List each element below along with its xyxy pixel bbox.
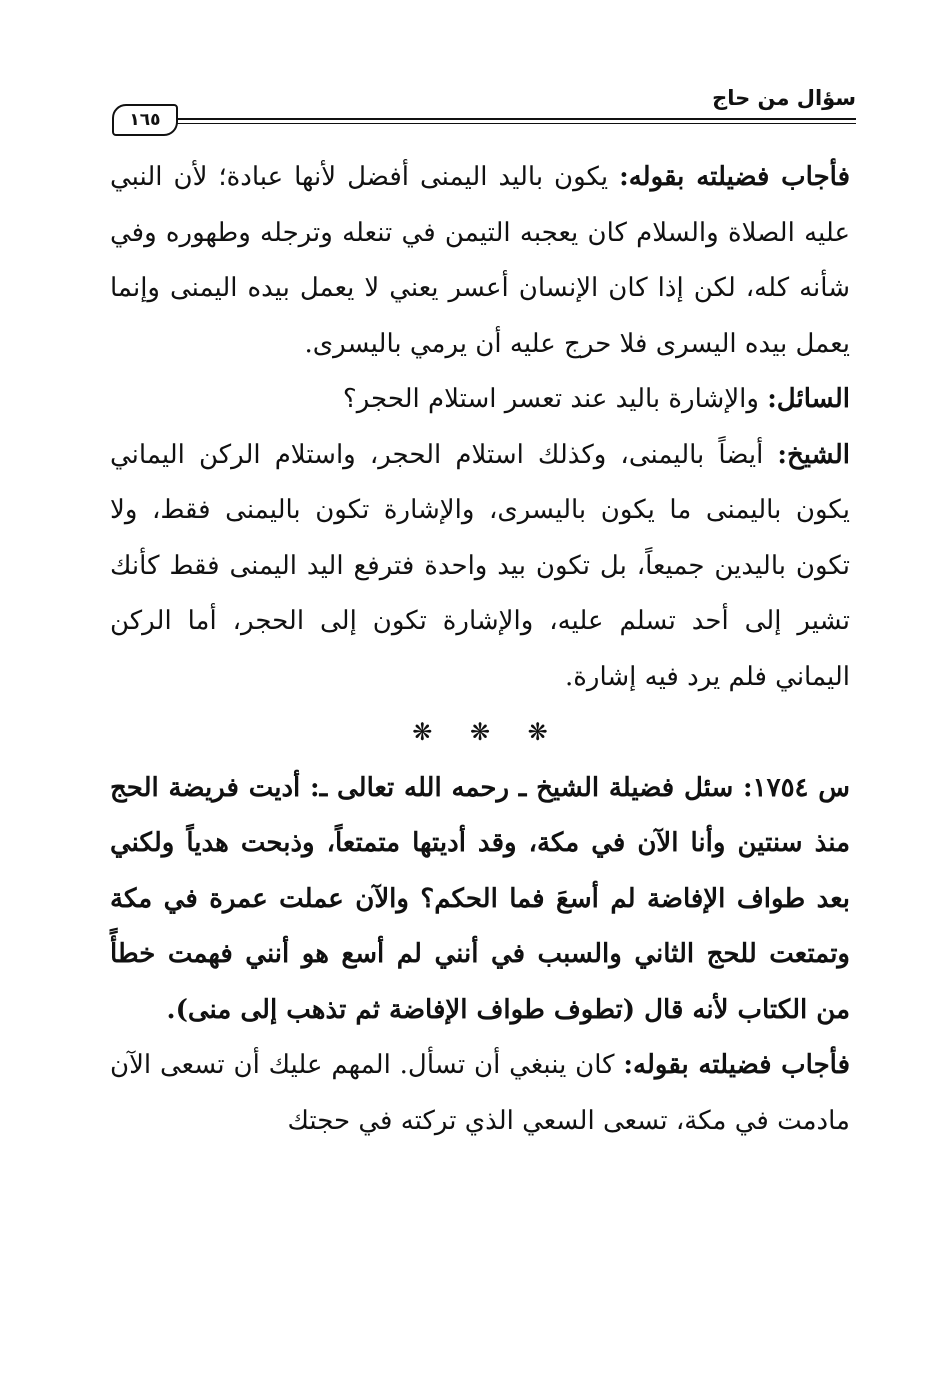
paragraph-text: أيضاً باليمنى، وكذلك استلام الحجر، واستلام الركن اليماني يكون باليمنى ما يكون باليسرى، والإشارة تكون باليمنى فقط، ولا تكون باليدين جميعاً، بل تكون بيد واحدة فترفع اليد اليمنى فقط كأنك تشير إلى أحد تسلم عليه، والإشارة تكون إلى الحجر، أما الركن اليماني فلم يرد فيه إشارة. (110, 439, 850, 692)
question-number: س ١٧٥٤: (743, 772, 850, 803)
header-rule (160, 118, 856, 120)
questioner-paragraph (110, 372, 850, 428)
answer-paragraph (110, 150, 850, 372)
answer-paragraph-2 (110, 1038, 850, 1149)
speaker-label: فأجاب فضيلته بقوله: (623, 1050, 850, 1080)
paragraph-text: يكون باليد اليمنى أفضل لأنها عبادة؛ لأن النبي عليه الصلاة والسلام كان يعجبه التيمن في تنعله وترجله وطهوره وفي شأنه كله، لكن إذا كان الإنسان أعسر يعني لا يعمل بيده اليمنى وإنما يعمل بيده اليسرى فلا حرج عليه أن يرمي باليسرى. (110, 162, 850, 359)
header-rule-thin (160, 123, 856, 124)
running-title: سؤال من حاج (712, 86, 856, 110)
speaker-label: فأجاب فضيلته بقوله: (619, 162, 850, 192)
section-separator: ❋ ❋ ❋ (412, 718, 548, 746)
page-header (112, 78, 856, 130)
page-number: ١٦٥ (112, 104, 178, 136)
paragraph-text: كان ينبغي أن تسأل. المهم عليك أن تسعى الآن مادمت في مكة، تسعى السعي الذي تركته في حجتك (110, 1050, 850, 1136)
question-paragraph (110, 761, 850, 1039)
question-text: سئل فضيلة الشيخ ـ رحمه الله تعالى ـ: أديت فريضة الحج منذ سنتين وأنا الآن في مكة، وقد أديتها متمتعاً، وذبحت هدياً ولكني بعد طواف الإفاضة لم أسعَ فما الحكم؟ والآن عملت عمرة في مكة وتمتعت للحج الثاني والسبب في أنني لم أسع هو أنني فهمت خطأً من الكتاب لأنه قال (تطوف طواف الإفاضة ثم تذهب إلى منى). (110, 772, 851, 1025)
speaker-label: السائل: (767, 384, 850, 414)
paragraph-text: والإشارة باليد عند تعسر استلام الحجر؟ (342, 384, 768, 414)
page-body (110, 150, 850, 1149)
sheikh-paragraph (110, 428, 850, 706)
speaker-label: الشيخ: (777, 439, 850, 470)
